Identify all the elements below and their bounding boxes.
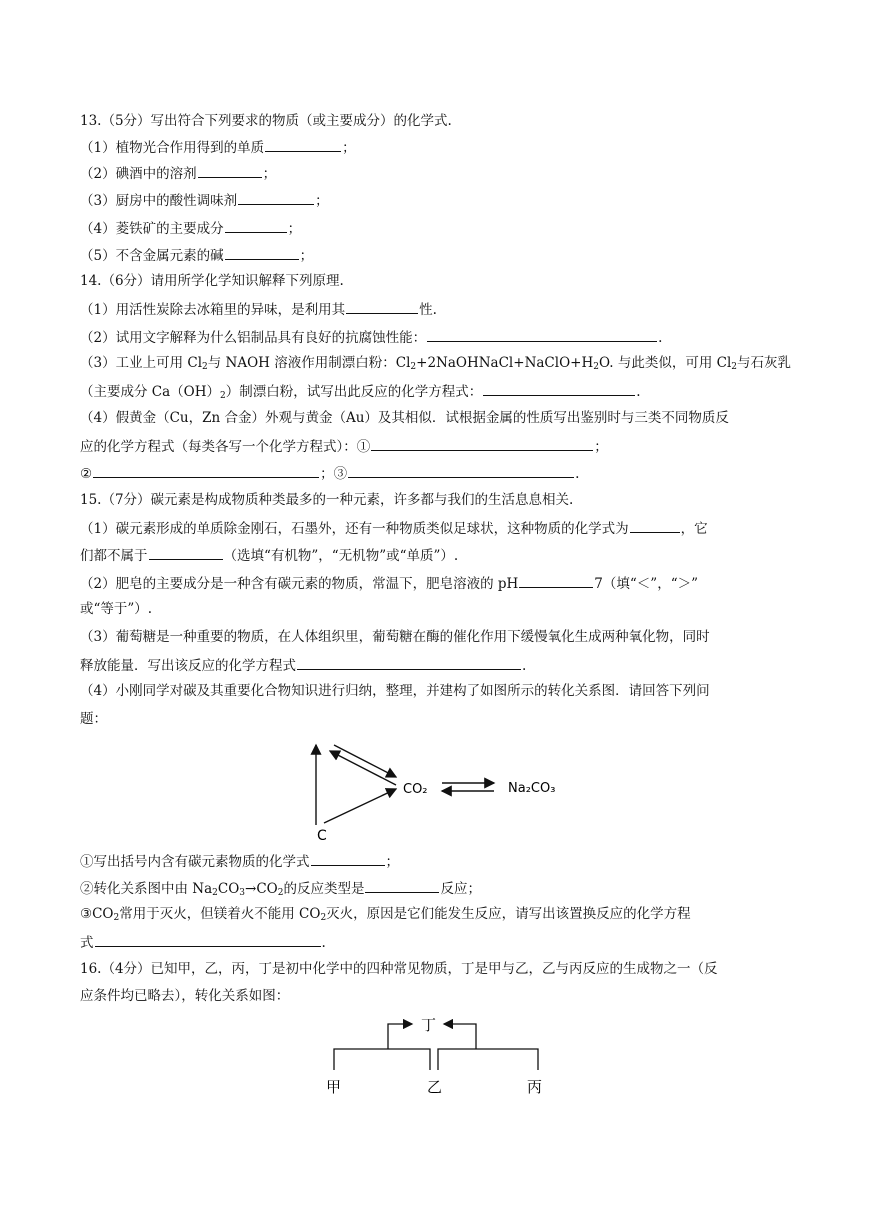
q13-item-2	[80, 163, 276, 183]
q13-item-3	[80, 190, 329, 210]
q13-item-4	[80, 218, 301, 238]
q16-line-2: 应条件均已略去），转化关系如图：	[80, 988, 290, 1004]
q15-part-3-line-2	[80, 655, 526, 675]
q13-blank-4[interactable]	[225, 218, 287, 233]
q15-part-2-line-2: 或“等于”）.	[80, 601, 153, 617]
q15-s3-line2-text: 式	[80, 935, 94, 951]
bracket-jia-yi	[334, 1049, 430, 1070]
q14-part-4-line-1: （4）假黄金（Cu，Zn 合金）外观与黄金（Au）及其相似．试根据金属的性质写出鉴别时与三类不同物质反	[80, 410, 729, 426]
q15-s3-a: ③CO	[80, 906, 114, 922]
q14-blank-5[interactable]	[93, 463, 319, 478]
q13-punct-5: ；	[299, 248, 314, 264]
q15-p3-line2-text: 释放能量．写出该反应的化学方程式	[80, 658, 296, 674]
q15-p1-text: （1）碳元素形成的单质除金刚石，石墨外，还有一种物质类似足球状，这种物质的化学式为	[80, 521, 629, 537]
q15-part-1-line-1	[80, 518, 708, 538]
q15-part-3-line-1: （3）葡萄糖是一种重要的物质，在人体组织里，葡萄糖在酶的催化作用下缓慢氧化生成两种氧化物，同时	[80, 629, 710, 645]
subscript: 2	[202, 362, 208, 372]
q15-blank-3[interactable]	[519, 573, 593, 588]
q15-sub-3-line-1	[80, 905, 691, 927]
q15-s2-e: 反应；	[440, 881, 481, 897]
subscript: 3	[239, 888, 246, 898]
subscript: 2	[593, 362, 599, 372]
q15-sub-2	[80, 878, 481, 902]
q15-s2-c: →CO	[245, 881, 278, 897]
q14-p2-period: .	[658, 330, 663, 346]
q15-s3-c: 灭火，原因是它们能发生反应，请写出该置换反应的化学方程	[326, 906, 691, 922]
q15-s2-a: ②转化关系图中由 Na	[80, 881, 213, 897]
q15-s1-text: ①写出括号内含有碳元素物质的化学式	[80, 854, 310, 870]
q15-part-4-line-2: 题：	[80, 711, 107, 727]
q14-blank-6[interactable]	[348, 463, 574, 478]
q13-punct-3: ；	[315, 193, 329, 209]
q14-p2-text: （2）试用文字解释为什么铝制品具有良好的抗腐蚀性能：	[80, 330, 427, 346]
q15-blank-7[interactable]	[95, 932, 321, 947]
q14-blank-2[interactable]	[427, 327, 657, 342]
q13-blank-5[interactable]	[225, 245, 299, 260]
q14-part-4-line-3	[80, 463, 579, 483]
bing-label: 丙	[527, 1078, 543, 1096]
q15-p2-text: （2）肥皂的主要成分是一种含有碳元素的物质，常温下，肥皂溶液的 pH	[80, 576, 519, 592]
ding-label: 丁	[421, 1016, 437, 1034]
q15-p1-line2-b: （选填“有机物”，“无机物”或“单质”）.	[223, 548, 459, 564]
q15-part-4-line-1: （4）小刚同学对碳及其重要化合物知识进行归纳，整理，并建构了如图所示的转化关系图．请回答下列问	[80, 683, 710, 699]
arrow-c-to-co2	[324, 789, 396, 823]
q14-p4-semicolon: ；	[594, 439, 608, 455]
q15-s2-b: CO	[217, 881, 240, 897]
q13-punct-1: ；	[342, 140, 356, 156]
na2co3-label: Na₂CO₃	[508, 781, 556, 796]
q14-p3-text-c: +2NaOHNaCl+NaClO+H	[416, 355, 594, 371]
subscript: 2	[277, 888, 284, 898]
q13-punct-2: ；	[262, 166, 277, 182]
q14-blank-3[interactable]	[483, 381, 635, 396]
q15-blank-1[interactable]	[630, 518, 680, 533]
q14-p3-text-b: 与 NAOH 溶液作用制漂白粉：Cl	[207, 355, 411, 371]
q14-title: 14.（6分）请用所学化学知识解释下列原理.	[80, 273, 344, 289]
q15-s3-period: .	[321, 935, 326, 951]
q15-part-1-line-2	[80, 545, 458, 565]
q14-p3-period: .	[636, 384, 641, 400]
q14-part-2	[80, 327, 662, 347]
q14-p4-circle-2: ②	[80, 466, 93, 482]
q13-item-5-text: （5）不含金属元素的碱	[80, 248, 224, 264]
arrow-left-to-ding	[388, 1024, 412, 1049]
q14-p1-text: （1）用活性炭除去冰箱里的异味，是利用其	[80, 302, 346, 318]
q13-item-2-text: （2）碘酒中的溶剂	[80, 166, 197, 182]
q13-punct-4: ；	[287, 221, 302, 237]
q15-title: 15.（7分）碳元素是构成物质种类最多的一种元素，许多都与我们的生活息息相关.	[80, 492, 574, 508]
q14-p4-line2-text: 应的化学方程式（每类各写一个化学方程式）：①	[80, 439, 371, 455]
q13-item-3-text: （3）厨房中的酸性调味剂	[80, 193, 238, 209]
q13-item-5	[80, 245, 313, 265]
q13-item-1-text: （1）植物光合作用得到的单质	[80, 140, 265, 156]
q15-p2-suffix: 7（填“＜”，“＞”	[594, 576, 698, 592]
q13-blank-2[interactable]	[198, 163, 262, 178]
q14-blank-4[interactable]	[371, 436, 593, 451]
subscript: 2	[220, 391, 226, 401]
arrow-to-co2	[334, 745, 396, 777]
bracket-yi-bing	[438, 1049, 538, 1070]
carbon-conversion-diagram	[300, 735, 580, 845]
q14-p3-line2-a: （主要成分 Ca（OH）	[80, 384, 221, 400]
subscript: 2	[113, 913, 120, 923]
q14-p4-period: .	[575, 466, 580, 482]
subscript: 2	[410, 362, 417, 372]
q15-sub-3-line-2	[80, 932, 326, 952]
subscript: 2	[320, 913, 327, 923]
subscript: 2	[731, 362, 738, 372]
q15-blank-4[interactable]	[297, 655, 521, 670]
q15-s1-semicolon: ；	[385, 854, 399, 870]
q13-item-1	[80, 137, 356, 157]
q15-blank-6[interactable]	[365, 878, 439, 893]
q14-part-1	[80, 299, 437, 319]
q14-p1-suffix: 性.	[419, 302, 437, 318]
q16-line-1: 16.（4分）已知甲，乙，丙，丁是初中化学中的四种常见物质，丁是甲与乙，乙与丙反应的生成物之一（反	[80, 961, 718, 977]
q15-blank-2[interactable]	[149, 545, 223, 560]
q16-relation-diagram	[320, 1012, 560, 1102]
q15-s3-b: 常用于灭火，但镁着火不能用 CO	[119, 906, 321, 922]
q15-part-2-line-1	[80, 573, 698, 593]
q14-p3-text-e: 与石灰乳	[737, 355, 792, 371]
q15-blank-5[interactable]	[311, 851, 385, 866]
q13-blank-3[interactable]	[238, 190, 314, 205]
q15-sub-1	[80, 851, 399, 871]
q14-part-4-line-2	[80, 436, 608, 456]
q15-p3-period: .	[522, 658, 527, 674]
q13-item-4-text: （4）菱铁矿的主要成分	[80, 221, 224, 237]
q13-title: 13.（5分）写出符合下列要求的物质（或主要成分）的化学式.	[80, 113, 452, 129]
jia-label: 甲	[326, 1078, 342, 1096]
q14-p3-line2-b: ）制漂白粉，试写出此反应的化学方程式：	[225, 384, 483, 400]
q14-part-3-line-1	[80, 354, 791, 376]
q14-part-3-line-2	[80, 381, 641, 405]
q14-p3-text-a: （3）工业上可用 Cl	[80, 355, 203, 371]
q13-blank-1[interactable]	[265, 137, 341, 152]
subscript: 2	[212, 888, 218, 898]
q15-s2-d: 的反应类型是	[283, 881, 365, 897]
q15-p1-line2-a: 们都不属于	[80, 548, 148, 564]
q14-p4-circle-3: ；③	[320, 466, 348, 482]
q15-p1-suffix: ，它	[680, 521, 708, 537]
arrow-from-co2	[330, 751, 396, 785]
q14-blank-1[interactable]	[346, 299, 418, 314]
co2-label: CO₂	[403, 782, 428, 797]
arrow-right-to-ding	[444, 1024, 476, 1049]
q14-p3-text-d: O. 与此类似，可用 Cl	[598, 355, 732, 371]
yi-label: 乙	[427, 1078, 443, 1096]
c-label: C	[317, 828, 327, 844]
